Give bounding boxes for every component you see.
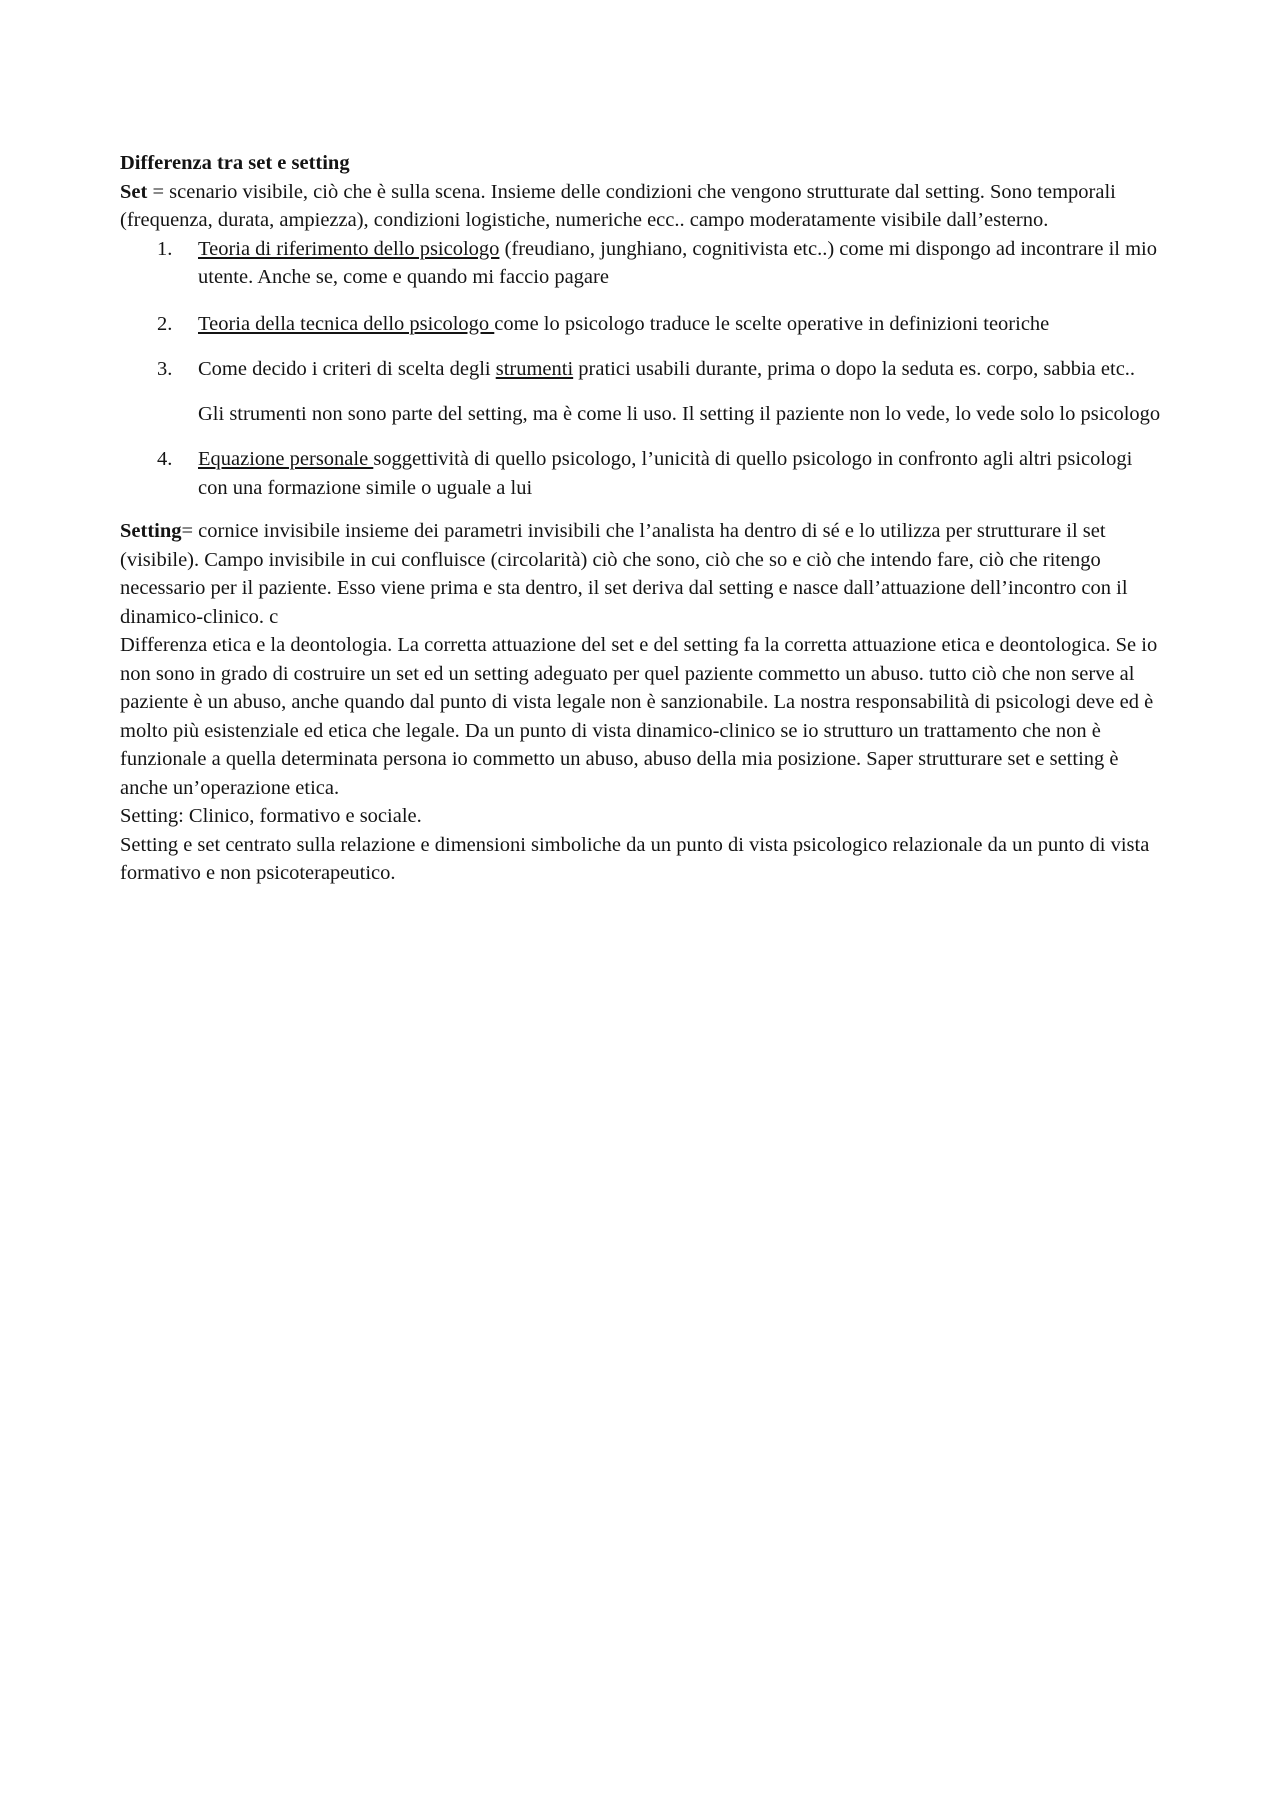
set-definition (120, 178, 1165, 235)
list-item-prefix: Come decido i criteri di scelta degli (198, 358, 496, 380)
list-number: 2. (157, 312, 173, 335)
list-item-underlined: strumenti (495, 358, 574, 380)
body-paragraph: Setting: Clinico, formativo e sociale. (120, 805, 422, 827)
list-item-note: Gli strumenti non sono parte del setting, ma è come li uso. Il setting il paziente non lo vede, lo vede solo lo psicologo (198, 402, 1161, 425)
list-item (120, 235, 1165, 292)
set-components-list (120, 235, 1165, 503)
list-item-underlined: Teoria di riferimento dello psicologo (198, 237, 500, 260)
document-title: Differenza tra set e setting (120, 152, 350, 174)
list-item (120, 445, 1165, 502)
list-item-text: pratici usabili durante, prima o dopo la seduta es. corpo, sabbia etc.. (573, 358, 1136, 380)
list-item (120, 310, 1165, 339)
list-number: 1. (157, 237, 173, 260)
document-page (120, 149, 1165, 888)
setting-definition (120, 517, 1165, 631)
set-definition-text: = scenario visibile, ciò che è sulla scena. Insieme delle condizioni che vengono strutturate dal setting. Sono temporali (frequenza, durata, ampiezza), condizioni logistiche, numeriche ecc.. campo moderatamente visibile dall’esterno. (120, 180, 1116, 231)
list-item-underlined: Teoria della tecnica dello psicologo (198, 312, 495, 335)
list-item-underlined: Equazione personale (198, 448, 374, 470)
list-item (120, 355, 1165, 428)
body-paragraph: Setting e set centrato sulla relazione e dimensioni simboliche da un punto di vista psicologico relazionale da un punto di vista formativo e non psicoterapeutico. (120, 833, 1150, 884)
list-number: 4. (157, 448, 173, 470)
list-number: 3. (157, 358, 173, 380)
list-item-text: soggettività di quello psicologo, l’unicità di quello psicologo in confronto agli altri psicologi con una formazione simile o uguale a lui (198, 448, 1133, 499)
list-item-text: (freudiano, junghiano, cognitivista etc..) come mi dispongo ad incontrare il mio utente. Anche se, come e quando mi faccio pagare (198, 237, 1157, 288)
setting-definition-text: = cornice invisibile insieme dei parametri invisibili che l’analista ha dentro di sé e lo utilizza per strutturare il set (visibile). Campo invisibile in cui confluisce (circolarità) ciò che sono, ciò che so e ciò che intendo fare, ciò che ritengo necessario per il paziente. Esso viene prima e sta dentro, il set deriva dal setting e nasce dall’attuazione dell’incontro con il dinamico-clinico. c (120, 520, 1128, 628)
set-term: Set (120, 180, 148, 203)
setting-term: Setting (120, 520, 182, 542)
list-item-text: come lo psicologo traduce le scelte operative in definizioni teoriche (494, 312, 1050, 335)
body-paragraph: Differenza etica e la deontologia. La corretta attuazione del set e del setting fa la corretta attuazione etica e deontologica. Se io non sono in grado di costruire un set ed un setting adeguato per quel paziente commetto un abuso. tutto ciò che non serve al paziente è un abuso, anche quando dal punto di vista legale non è sanzionabile. La nostra responsabilità di psicologi deve ed è molto più esistenziale ed etica che legale. Da un punto di vista dinamico-clinico se io strutturo un trattamento che non è funzionale a quella determinata persona io commetto un abuso, abuso della mia posizione. Saper strutturare set e setting è anche un’operazione etica. (120, 634, 1158, 799)
